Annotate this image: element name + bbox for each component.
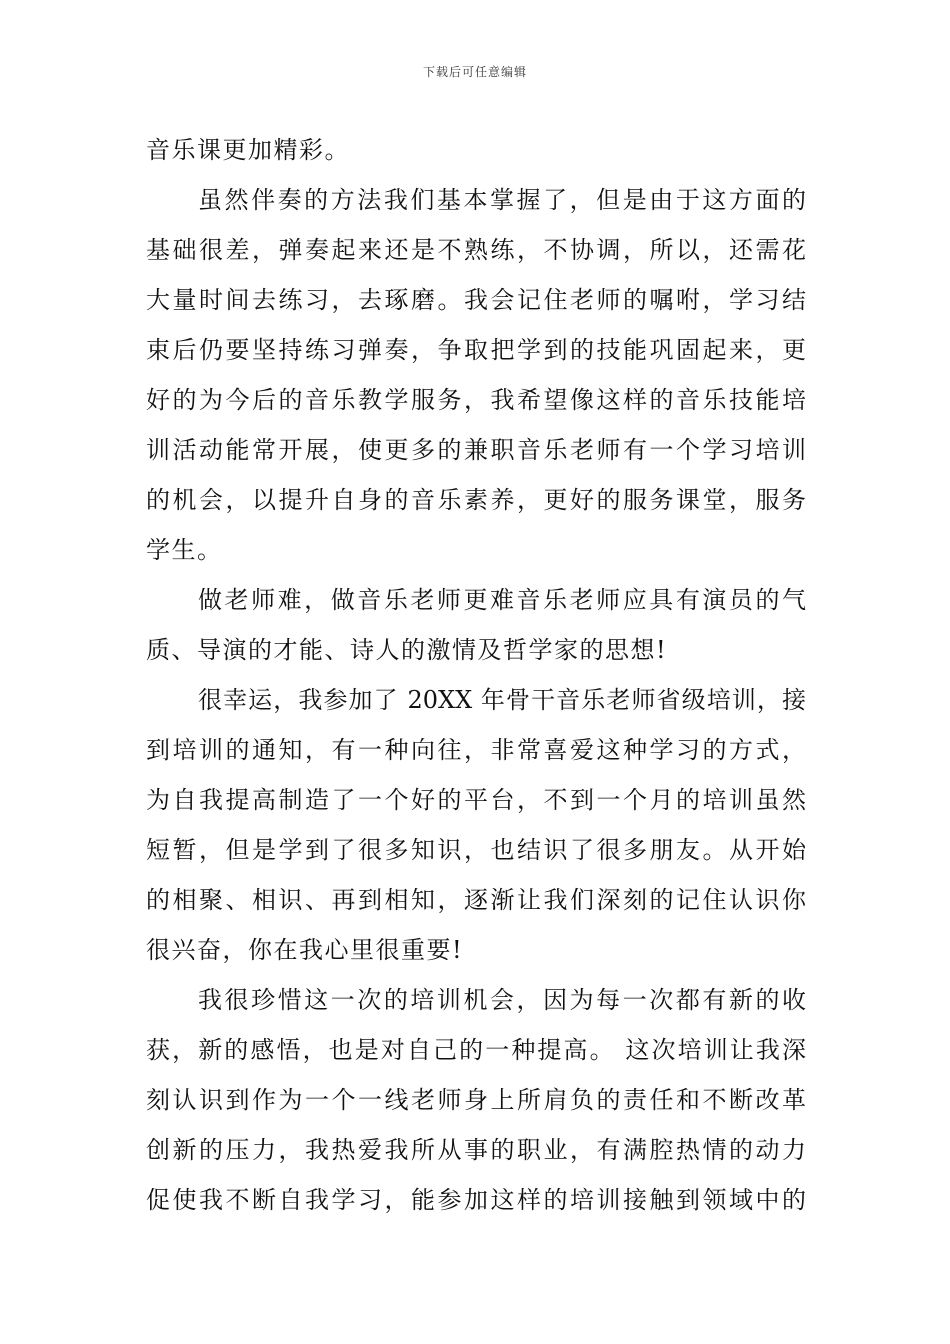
text-line: 训活动能常开展，使更多的兼职音乐老师有一个学习培训 [146, 436, 806, 464]
text-line: 促使我不断自我学习，能参加这样的培训接触到领域中的 [146, 1186, 806, 1214]
page-header: 下载后可任意编辑 [422, 65, 527, 79]
body-text [146, 125, 806, 1225]
text-line: 到培训的通知，有一种向往，非常喜爱这种学习的方式， [146, 736, 806, 764]
text-line: 刻认识到作为一个一线老师身上所肩负的责任和不断改革 [146, 1086, 806, 1114]
text-line: 束后仍要坚持练习弹奏，争取把学到的技能巩固起来，更 [146, 336, 806, 364]
text-line: 短暂，但是学到了很多知识，也结识了很多朋友。从开始 [146, 836, 806, 864]
text-line: 的相聚、相识、再到相知，逐渐让我们深刻的记住认识你 [146, 886, 806, 914]
text-line: 质、导演的才能、诗人的激情及哲学家的思想! [146, 636, 668, 664]
paragraph-first-line: 做老师难，做音乐老师更难音乐老师应具有演员的气 [198, 586, 806, 614]
text-line: 好的为今后的音乐教学服务，我希望像这样的音乐技能培 [146, 386, 806, 414]
paragraph-first-line: 我很珍惜这一次的培训机会，因为每一次都有新的收 [198, 986, 806, 1014]
text-line: 基础很差，弹奏起来还是不熟练，不协调，所以，还需花 [146, 236, 806, 264]
paragraph-first-line: 很幸运，我参加了 20XX 年骨干音乐老师省级培训，接 [198, 686, 806, 714]
text-line: 的机会，以提升自身的音乐素养，更好的服务课堂，服务 [146, 486, 806, 514]
text-line: 很兴奋，你在我心里很重要! [146, 936, 464, 964]
text-line: 为自我提高制造了一个好的平台，不到一个月的培训虽然 [146, 786, 806, 814]
text-line: 音乐课更加精彩。 [146, 136, 350, 164]
text-line: 学生。 [146, 536, 223, 564]
text-line: 大量时间去练习，去琢磨。我会记住老师的嘱咐，学习结 [146, 286, 806, 314]
paragraph-first-line: 虽然伴奏的方法我们基本掌握了，但是由于这方面的 [198, 186, 806, 214]
text-line: 获，新的感悟，也是对自己的一种提高。 这次培训让我深 [146, 1036, 806, 1064]
text-line: 创新的压力，我热爱我所从事的职业，有满腔热情的动力 [146, 1136, 806, 1164]
